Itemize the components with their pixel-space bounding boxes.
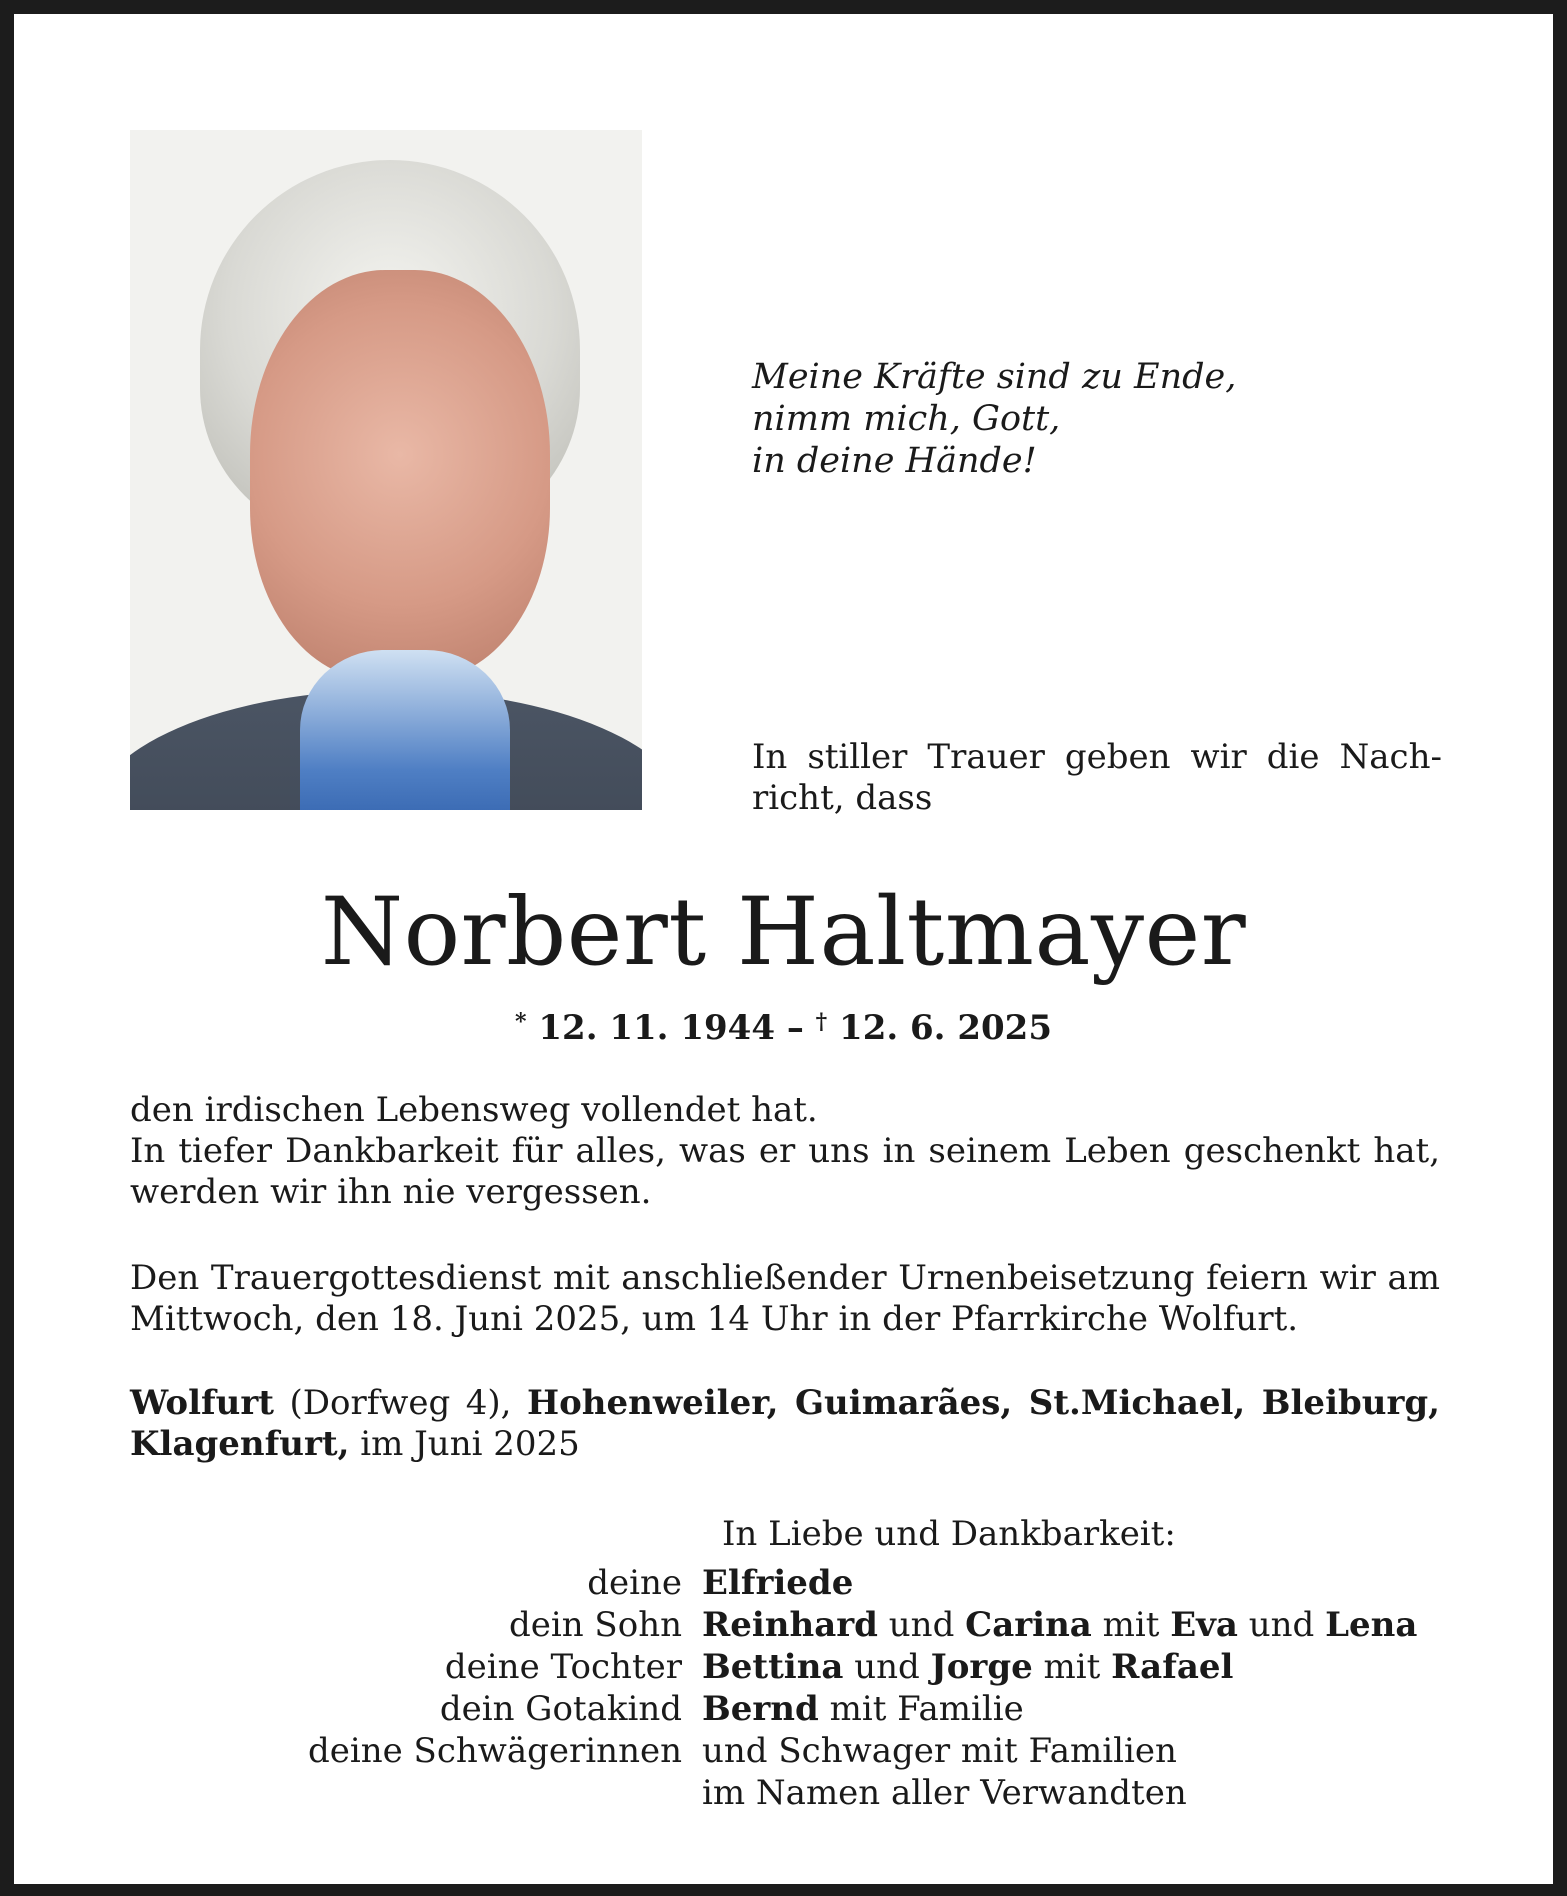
connector-text: mit	[1032, 1647, 1112, 1687]
connector-text: mit Familie	[818, 1689, 1024, 1729]
mourner-name: Carina	[965, 1605, 1092, 1645]
mourner-name: Jorge	[930, 1647, 1033, 1687]
mourner-text: und Schwager mit Familien	[702, 1731, 1177, 1771]
relation-label: deine Tochter	[444, 1647, 682, 1687]
mourner-name: Bettina	[702, 1647, 844, 1687]
relation-label: dein Sohn	[508, 1605, 682, 1645]
connector-text: und	[1237, 1605, 1326, 1645]
intro-line: richt, dass	[752, 778, 933, 818]
mourner-name: Lena	[1325, 1605, 1418, 1645]
mourner-names	[702, 1562, 1450, 1604]
connector-text: mit	[1091, 1605, 1171, 1645]
signature-row	[130, 1730, 1450, 1772]
paragraph-line: Mittwoch, den 18. Juni 2025, um 14 Uhr in der Pfarrkirche Wolfurt.	[130, 1299, 1299, 1339]
notice-date: im Juni 2025	[349, 1424, 580, 1464]
portrait-photo	[130, 130, 642, 810]
photo-face	[250, 270, 550, 680]
signature-row	[130, 1604, 1450, 1646]
place-wolfurt: Wolfurt	[130, 1383, 274, 1423]
death-date: 12. 6. 2025	[839, 1008, 1052, 1048]
relation-label	[130, 1772, 702, 1814]
birth-symbol: *	[515, 1009, 527, 1035]
mourner-name: Rafael	[1111, 1647, 1234, 1687]
mourner-names	[702, 1646, 1450, 1688]
paragraph-line: werden wir ihn nie vergessen.	[130, 1172, 652, 1212]
photo-shirt	[300, 650, 510, 810]
quote-line: Meine Kräfte sind zu Ende,	[752, 357, 1237, 397]
mourner-names	[702, 1688, 1450, 1730]
signature-row	[130, 1562, 1450, 1604]
quote-line: nimm mich, Gott,	[752, 399, 1061, 439]
mourner-names	[702, 1604, 1450, 1646]
address: (Dorfweg 4),	[273, 1383, 527, 1423]
paragraph-line: In tiefer Dankbarkeit für alles, was er uns in seinem Leben geschenkt hat,	[130, 1131, 1440, 1171]
signature-row	[130, 1772, 1450, 1814]
places-line	[130, 1424, 1440, 1465]
death-symbol: †	[815, 1009, 828, 1035]
mourner-text: im Namen aller Verwandten	[702, 1773, 1187, 1813]
mourner-name: Elfriede	[702, 1563, 854, 1603]
paragraph-service	[130, 1258, 1440, 1340]
place-klagenfurt: Klagenfurt,	[130, 1424, 350, 1464]
mourner-name: Bernd	[702, 1689, 819, 1729]
intro-line: In stiller Trauer geben wir die Nach-	[752, 737, 1442, 777]
signature-row	[130, 1688, 1450, 1730]
relation-label: deine	[587, 1563, 682, 1603]
quote-line: in deine Hände!	[752, 441, 1037, 481]
life-dates	[0, 1000, 1567, 1050]
mourner-name: Reinhard	[702, 1605, 878, 1645]
connector-text: und	[843, 1647, 931, 1687]
mourner-name: Eva	[1170, 1605, 1238, 1645]
places-line	[130, 1383, 1440, 1424]
intro-text	[752, 737, 1442, 819]
birth-date: 12. 11. 1944	[538, 1008, 775, 1048]
paragraph-passing	[130, 1090, 1440, 1213]
relation-label: dein Gotakind	[439, 1689, 682, 1729]
signature-row	[130, 1646, 1450, 1688]
paragraph-line: den irdischen Lebensweg vollendet hat.	[130, 1090, 818, 1130]
paragraph-line: Den Trauergottesdienst mit anschließender Urnenbeisetzung feiern wir am	[130, 1258, 1440, 1298]
signature-list	[130, 1562, 1450, 1814]
signature-heading: In Liebe und Dankbarkeit:	[722, 1514, 1176, 1554]
date-separator: –	[786, 1008, 804, 1048]
memorial-quote	[752, 356, 1312, 482]
connector-text: und	[877, 1605, 966, 1645]
paragraph-places	[130, 1383, 1440, 1465]
relation-label: deine Schwägerinnen	[307, 1731, 682, 1771]
places-list: Hohenweiler, Guimarães, St.Michael, Bleiburg,	[526, 1383, 1440, 1423]
deceased-name: Norbert Haltmayer	[320, 878, 1247, 987]
